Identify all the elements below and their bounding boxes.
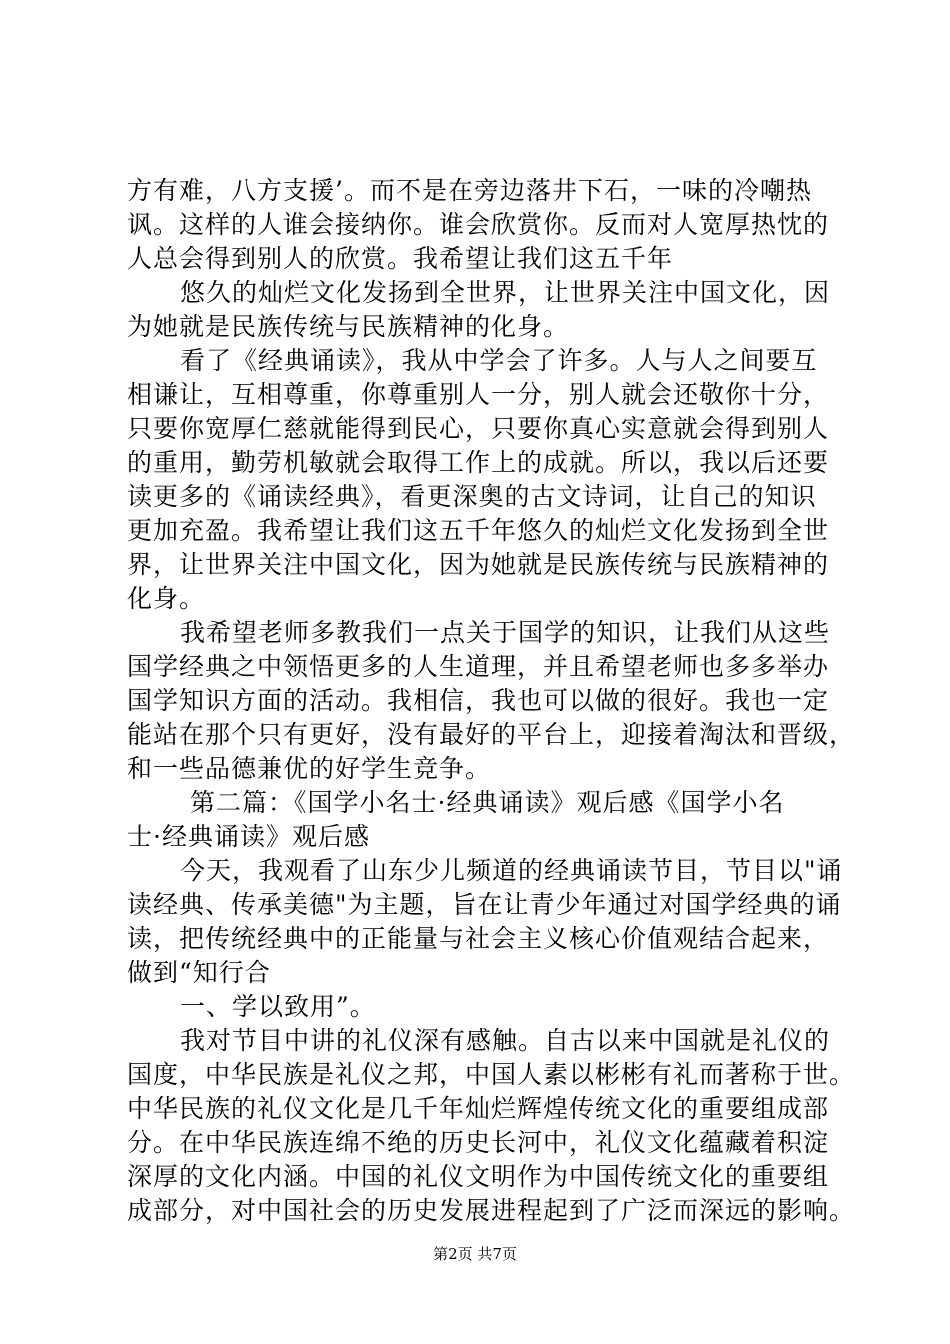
text-line: 国学经典之中领悟更多的人生道理，并且希望老师也多多举办 bbox=[127, 652, 830, 681]
text-line: 和一些品德兼优的好学生竞争。 bbox=[127, 754, 492, 783]
text-line: 我希望老师多教我们一点关于国学的知识，让我们从这些 bbox=[180, 618, 831, 647]
text-line: 我对节目中讲的礼仪深有感触。自古以来中国就是礼仪的 bbox=[180, 1026, 831, 1055]
text-line: 国学知识方面的活动。我相信，我也可以做的很好。我也一定 bbox=[127, 686, 830, 715]
text-line: 人总会得到别人的欣赏。我希望让我们这五千年 bbox=[127, 244, 674, 273]
text-line: 看了《经典诵读》，我从中学会了许多。人与人之间要互 bbox=[180, 346, 818, 375]
text-line: 为她就是民族传统与民族精神的化身。 bbox=[127, 312, 570, 341]
text-line: 深厚的文化内涵。中国的礼仪文明作为中国传统文化的重要组 bbox=[127, 1162, 830, 1191]
text-line: 读，把传统经典中的正能量与社会主义核心价值观结合起来， bbox=[127, 924, 830, 953]
text-line: 国度，中华民族是礼仪之邦，中国人素以彬彬有礼而著称于世。 bbox=[127, 1060, 856, 1089]
text-line: 更加充盈。我希望让我们这五千年悠久的灿烂文化发扬到全世 bbox=[127, 516, 830, 545]
text-line: 方有难，八方支援’。而不是在旁边落井下石，一味的冷嘲热 bbox=[127, 176, 812, 205]
page-footer: 第2页 共7页 bbox=[433, 1245, 517, 1263]
text-line: 化身。 bbox=[127, 584, 206, 613]
text-line: 讽。这样的人谁会接纳你。谁会欣赏你。反而对人宽厚热忱的 bbox=[127, 210, 830, 239]
text-line: 能站在那个只有更好，没有最好的平台上，迎接着淘汰和晋级， bbox=[127, 720, 856, 749]
text-line: 只要你宽厚仁慈就能得到民心，只要你真心实意就会得到别人 bbox=[127, 414, 830, 443]
section-heading: 第二篇：《国学小名士·经典诵读》观后感《国学小名 bbox=[190, 788, 785, 817]
text-line: 读更多的《诵读经典》，看更深奥的古文诗词，让自己的知识 bbox=[127, 482, 817, 511]
text-line: 分。在中华民族连绵不绝的历史长河中，礼仪文化蕴藏着积淀 bbox=[127, 1128, 830, 1157]
text-line: 相谦让，互相尊重，你尊重别人一分，别人就会还敬你十分， bbox=[127, 380, 830, 409]
text-line: 中华民族的礼仪文化是几千年灿烂辉煌传统文化的重要组成部 bbox=[127, 1094, 830, 1123]
section-heading: 士·经典诵读》观后感 bbox=[127, 822, 370, 851]
text-line: 成部分，对中国社会的历史发展进程起到了广泛而深远的影响。 bbox=[127, 1196, 856, 1225]
text-line: 今天，我观看了山东少儿频道的经典诵读节目，节目以"诵 bbox=[180, 856, 843, 885]
text-line: 的重用，勤劳机敏就会取得工作上的成就。所以，我以后还要 bbox=[127, 448, 830, 477]
text-line: 界，让世界关注中国文化，因为她就是民族传统与民族精神的 bbox=[127, 550, 830, 579]
text-line: 做到“知行合 bbox=[127, 958, 271, 987]
text-line: 悠久的灿烂文化发扬到全世界，让世界关注中国文化，因 bbox=[180, 278, 831, 307]
text-line: 读经典、传承美德"为主题，旨在让青少年通过对国学经典的诵 bbox=[127, 890, 842, 919]
text-line: 一、学以致用”。 bbox=[180, 992, 376, 1021]
